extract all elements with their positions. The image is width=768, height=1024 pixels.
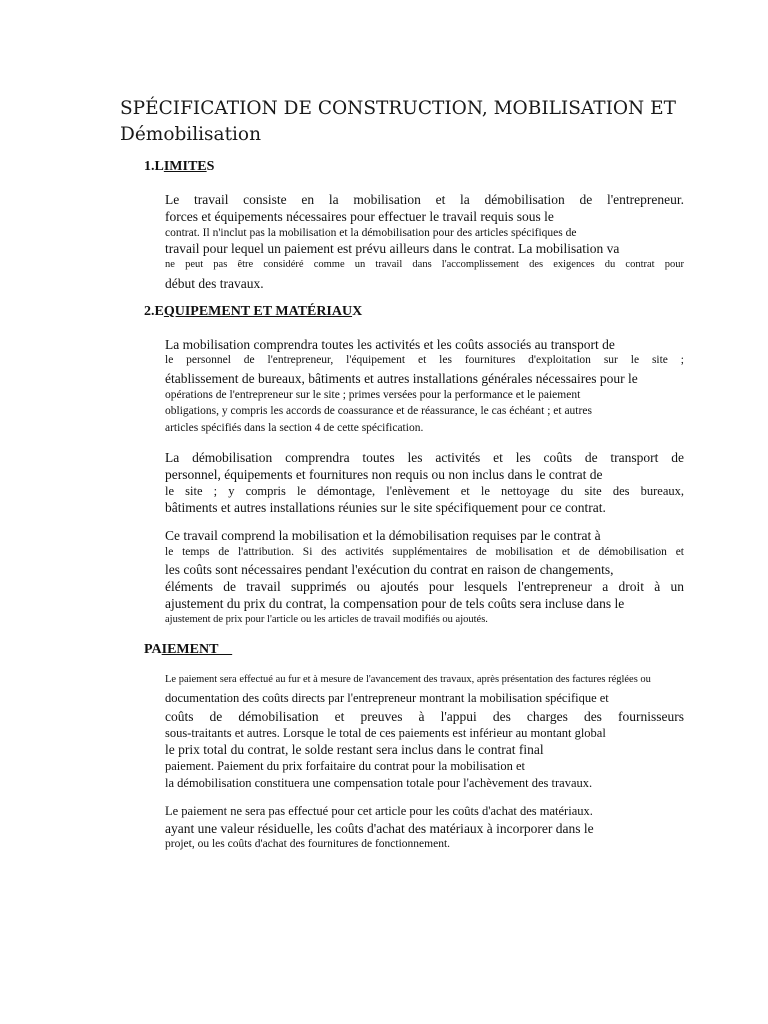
paragraph-line: obligations, y compris les accords de coassurance et de réassurance, le cas échéant ; et autres — [165, 405, 592, 417]
paragraph-line: articles spécifiés dans la section 4 de cette spécification. — [165, 422, 424, 434]
paragraph-line: coûts de démobilisation et preuves à l'appui des charges des fournisseurs — [165, 709, 684, 724]
paragraph-line: Le paiement ne sera pas effectué pour cet article pour les coûts d'achat des matériaux. — [165, 804, 593, 818]
paragraph-line: Le paiement sera effectué au fur et à mesure de l'avancement des travaux, après présentation des factures réglées ou — [165, 674, 651, 685]
paragraph-line: La mobilisation comprendra toutes les activités et les coûts associés au transport de — [165, 337, 615, 352]
section-heading-limites: 1.LIMITES — [144, 159, 215, 174]
paragraph-line: opérations de l'entrepreneur sur le site ; primes versées pour la performance et le paiement — [165, 389, 581, 401]
paragraph-line: le temps de l'attribution. Si des activités supplémentaires de mobilisation et de démobilisation et — [165, 546, 684, 558]
paragraph-line: personnel, équipements et fournitures non requis ou non inclus dans le contrat de — [165, 467, 603, 482]
paragraph-line: le prix total du contrat, le solde restant sera inclus dans le contrat final — [165, 742, 544, 757]
paragraph-line: travail pour lequel un paiement est prévu ailleurs dans le contrat. La mobilisation va — [165, 241, 620, 256]
paragraph-line: éléments de travail supprimés ou ajoutés pour lesquels l'entrepreneur a droit à un — [165, 579, 684, 594]
paragraph-line: ajustement de prix pour l'article ou les articles de travail modifiés ou ajoutés. — [165, 614, 488, 625]
paragraph-line: le site ; y compris le démontage, l'enlèvement et le nettoyage du site des bureaux, — [165, 484, 684, 498]
paragraph-line: ajustement du prix du contrat, la compensation pour de tels coûts sera incluse dans le — [165, 596, 625, 611]
paragraph-line: début des travaux. — [165, 276, 264, 291]
paragraph-line: le personnel de l'entrepreneur, l'équipement et les fournitures d'exploitation sur le site ; — [165, 354, 684, 366]
paragraph-line: Ce travail comprend la mobilisation et la démobilisation requises par le contrat à — [165, 528, 601, 543]
paragraph-line: paiement. Paiement du prix forfaitaire du contrat pour la mobilisation et — [165, 759, 525, 773]
paragraph-line: les coûts sont nécessaires pendant l'exécution du contrat en raison de changements, — [165, 562, 614, 577]
paragraph-line: établissement de bureaux, bâtiments et autres installations générales nécessaires pour le — [165, 371, 638, 386]
document-title — [120, 96, 680, 148]
paragraph-line: ayant une valeur résiduelle, les coûts d'achat des matériaux à incorporer dans le — [165, 821, 594, 836]
section-heading-paiement: PAIEMENT — [144, 642, 233, 657]
title-line-2: Démobilisation — [120, 124, 261, 145]
section-heading-equipement: 2.EQUIPEMENT ET MATÉRIAUX — [144, 304, 363, 319]
paragraph-line: documentation des coûts directs par l'entrepreneur montrant la mobilisation spécifique et — [165, 691, 609, 705]
paragraph-line: bâtiments et autres installations réunies sur le site spécifiquement pour ce contrat. — [165, 500, 606, 515]
title-line-1: SPÉCIFICATION DE CONSTRUCTION, MOBILISATION ET — [120, 98, 676, 119]
paragraph-line: contrat. Il n'inclut pas la mobilisation et la démobilisation pour des articles spécifiques de — [165, 227, 577, 239]
paragraph-line: projet, ou les coûts d'achat des fournitures de fonctionnement. — [165, 838, 451, 850]
paragraph-line: La démobilisation comprendra toutes les activités et les coûts de transport de — [165, 450, 684, 465]
paragraph-line: forces et équipements nécessaires pour effectuer le travail requis sous le — [165, 209, 554, 224]
paragraph-line: Le travail consiste en la mobilisation et la démobilisation de l'entrepreneur. — [165, 192, 684, 207]
paragraph-line: la démobilisation constituera une compensation totale pour l'achèvement des travaux. — [165, 776, 593, 790]
paragraph-line: ne peut pas être considéré comme un travail dans l'accomplissement des exigences du contrat pour — [165, 259, 684, 270]
paragraph-line: sous-traitants et autres. Lorsque le total de ces paiements est inférieur au montant global — [165, 726, 606, 740]
